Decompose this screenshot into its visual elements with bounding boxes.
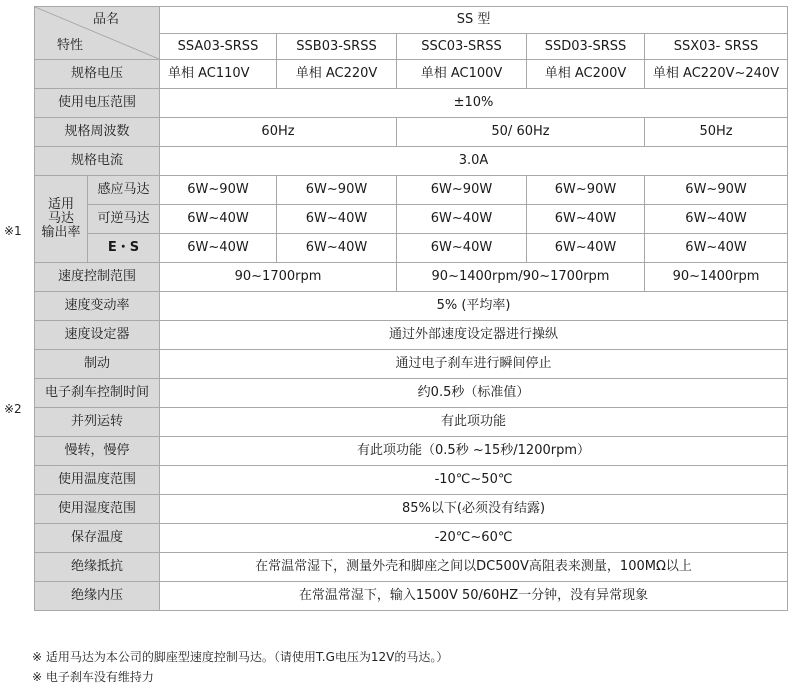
table-row xyxy=(35,234,788,263)
series-title: SS 型 xyxy=(160,7,788,34)
cell-value: 通过电子刹车进行瞬间停止 xyxy=(160,350,788,379)
row-label: 感应马达 xyxy=(88,176,160,205)
cell-value: 6W~90W xyxy=(397,176,527,205)
cell-value: 6W~40W xyxy=(160,234,277,263)
cell-value: 有此项功能（0.5秒 ~15秒/1200rpm） xyxy=(160,437,788,466)
cell-value: 6W~90W xyxy=(527,176,645,205)
row-label: E・S xyxy=(88,234,160,263)
note-mark-1: ※1 xyxy=(4,224,22,238)
row-label: 保存温度 xyxy=(35,524,160,553)
model-header: SSC03-SRSS xyxy=(397,34,527,60)
row-label: 速度设定器 xyxy=(35,321,160,350)
cell-value: 90~1400rpm/90~1700rpm xyxy=(397,263,645,292)
product-name-label: 品名 xyxy=(92,12,119,27)
cell-value: 6W~90W xyxy=(645,176,788,205)
cell-value: 6W~40W xyxy=(160,205,277,234)
table-row xyxy=(35,350,788,379)
header-corner-cell xyxy=(35,7,160,60)
table-row xyxy=(35,89,788,118)
spec-table xyxy=(34,6,788,611)
row-label: 可逆马达 xyxy=(88,205,160,234)
group-label-line: 适用 xyxy=(47,197,74,212)
cell-value: -10℃~50℃ xyxy=(160,466,788,495)
table-row xyxy=(35,582,788,611)
cell-value: ±10% xyxy=(160,89,788,118)
table-row xyxy=(35,263,788,292)
cell-value: 6W~40W xyxy=(527,205,645,234)
row-label: 使用电压范围 xyxy=(35,89,160,118)
table-row xyxy=(35,60,788,89)
cell-value: 60Hz xyxy=(160,118,397,147)
cell-value: 85%以下(必须没有结露) xyxy=(160,495,788,524)
table-row xyxy=(35,205,788,234)
row-label: 使用湿度范围 xyxy=(35,495,160,524)
cell-value: 通过外部速度设定器进行操纵 xyxy=(160,321,788,350)
table-row xyxy=(35,321,788,350)
table-row xyxy=(35,466,788,495)
row-label: 制动 xyxy=(35,350,160,379)
cell-value: 在常温常湿下，测量外壳和脚座之间以DC500V高阻表来测量，100MΩ以上 xyxy=(160,553,788,582)
characteristic-label: 特性 xyxy=(57,38,84,53)
cell-value: 50Hz xyxy=(645,118,788,147)
table-row xyxy=(35,437,788,466)
cell-value: 6W~40W xyxy=(645,205,788,234)
row-label: 绝缘内压 xyxy=(35,582,160,611)
row-label: 电子刹车控制时间 xyxy=(35,379,160,408)
cell-value: 有此项功能 xyxy=(160,408,788,437)
cell-value: 6W~40W xyxy=(277,234,397,263)
table-row xyxy=(35,553,788,582)
cell-value: 6W~40W xyxy=(645,234,788,263)
cell-value: 3.0A xyxy=(160,147,788,176)
cell-value: 约0.5秒（标准值） xyxy=(160,379,788,408)
row-label: 慢转，慢停 xyxy=(35,437,160,466)
row-label: 使用温度范围 xyxy=(35,466,160,495)
table-row xyxy=(35,495,788,524)
note-mark-2: ※2 xyxy=(4,402,22,416)
cell-value: 90~1400rpm xyxy=(645,263,788,292)
footnote: ※ 电子刹车没有维持力 xyxy=(32,670,154,684)
cell-value: 50/ 60Hz xyxy=(397,118,645,147)
cell-value: 6W~40W xyxy=(527,234,645,263)
row-label: 速度控制范围 xyxy=(35,263,160,292)
group-label-line: 输出率 xyxy=(41,225,81,240)
table-row xyxy=(35,147,788,176)
table-row xyxy=(35,379,788,408)
cell-value: 6W~90W xyxy=(277,176,397,205)
cell-value: 6W~40W xyxy=(277,205,397,234)
table-row xyxy=(35,118,788,147)
motor-output-group-label xyxy=(35,176,88,263)
cell-value: 5% (平均率) xyxy=(160,292,788,321)
row-label: 规格周波数 xyxy=(35,118,160,147)
cell-value: -20℃~60℃ xyxy=(160,524,788,553)
model-header: SSB03-SRSS xyxy=(277,34,397,60)
cell-value: 单相 AC200V xyxy=(527,60,645,89)
table-row xyxy=(35,176,788,205)
table-row xyxy=(35,524,788,553)
cell-value: 6W~40W xyxy=(397,205,527,234)
row-label: 规格电压 xyxy=(35,60,160,89)
cell-value: 单相 AC220V~240V xyxy=(645,60,788,89)
cell-value: 6W~90W xyxy=(160,176,277,205)
cell-value: 6W~40W xyxy=(397,234,527,263)
cell-value: 90~1700rpm xyxy=(160,263,397,292)
cell-value: 单相 AC100V xyxy=(397,60,527,89)
table-row xyxy=(35,292,788,321)
table-row xyxy=(35,408,788,437)
cell-value: 在常温常湿下，输入1500V 50/60HZ一分钟，没有异常现象 xyxy=(160,582,788,611)
row-label: 规格电流 xyxy=(35,147,160,176)
cell-value: 单相 AC110V xyxy=(160,60,277,89)
cell-value: 单相 AC220V xyxy=(277,60,397,89)
row-label: 绝缘抵抗 xyxy=(35,553,160,582)
model-header: SSX03- SRSS xyxy=(645,34,788,60)
model-header: SSD03-SRSS xyxy=(527,34,645,60)
footnote: ※ 适用马达为本公司的脚座型速度控制马达。（请使用T.G电压为12V的马达。） xyxy=(32,650,449,664)
row-label: 并列运转 xyxy=(35,408,160,437)
group-label-line: 马达 xyxy=(47,211,74,226)
row-label: 速度变动率 xyxy=(35,292,160,321)
model-header: SSA03-SRSS xyxy=(160,34,277,60)
